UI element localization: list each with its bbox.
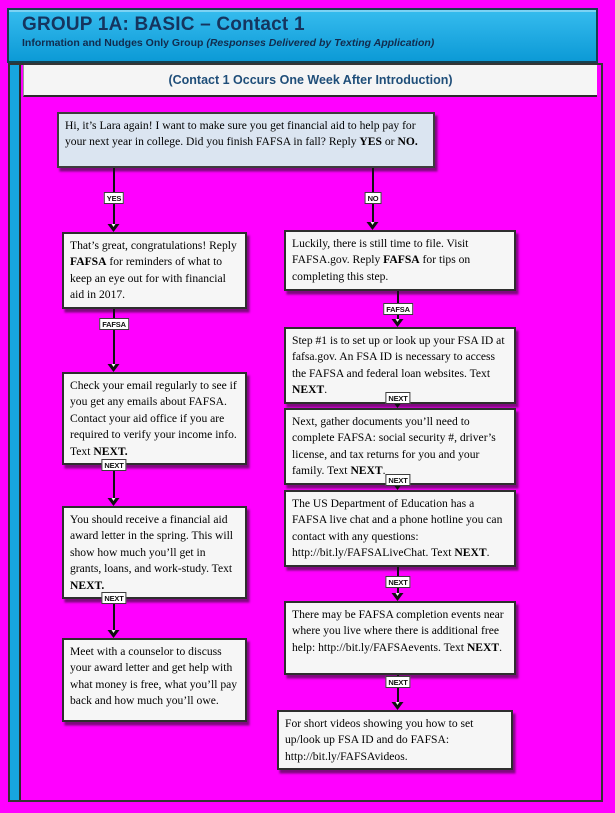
- header-subtitle-italic: (Responses Delivered by Texting Application): [206, 37, 435, 49]
- arrow-label-next-right-1: NEXT: [385, 392, 410, 404]
- contact-timing-banner: [23, 65, 597, 97]
- flow-box-intro: Hi, it’s Lara again! I want to make sure you get financial aid to help pay for your next year in college. Did you finish FAFSA in fall? Reply YES or NO.: [57, 112, 435, 168]
- arrow-head-icon: [367, 222, 380, 230]
- arrow-head-icon: [108, 364, 121, 372]
- flow-box-videos: For short videos showing you how to set up/look up FSA ID and do FAFSA: http://bit.ly/FAFSAvideos.: [277, 710, 513, 770]
- arrow-head-icon: [392, 702, 405, 710]
- arrow-label-next-right-2: NEXT: [385, 474, 410, 486]
- arrow-head-icon: [392, 593, 405, 601]
- arrow-shaft: [113, 300, 116, 365]
- flow-box-check-email: Check your email regularly to see if you get any emails about FAFSA. Contact your aid office if you are required to verify your income info. Text NEXT.: [62, 372, 247, 465]
- contact-timing-text: (Contact 1 Occurs One Week After Introduction): [168, 73, 453, 87]
- arrow-label-fafsa-right: FAFSA: [383, 303, 413, 315]
- arrow-label-yes: YES: [104, 192, 124, 204]
- arrow-label-next-left-1: NEXT: [101, 459, 126, 471]
- header-subtitle-plain: Information and Nudges Only Group: [22, 37, 207, 49]
- arrow-head-icon: [108, 630, 121, 638]
- flow-box-congrats: That’s great, congratulations! Reply FAFSA for reminders of what to keep an eye out for with financial aid in 2017.: [62, 232, 247, 309]
- left-accent-strip: [10, 65, 21, 800]
- flow-box-gather-documents: Next, gather documents you’ll need to complete FAFSA: social security #, driver’s license, and tax returns for you and your family. Text NEXT.: [284, 408, 516, 485]
- flow-box-live-chat: The US Department of Education has a FAFSA live chat and a phone hotline you can contact with any questions: http://bit.ly/FAFSALiveChat. Text NEXT.: [284, 490, 516, 567]
- arrow-head-icon: [108, 224, 121, 232]
- arrow-label-next-right-3: NEXT: [385, 576, 410, 588]
- arrow-label-next-left-2: NEXT: [101, 592, 126, 604]
- header-bar: [7, 8, 598, 63]
- arrow-head-icon: [108, 498, 121, 506]
- flow-box-still-time: Luckily, there is still time to file. Visit FAFSA.gov. Reply FAFSA for tips on completing this step.: [284, 230, 516, 291]
- header-subtitle: [22, 37, 596, 49]
- page-title: GROUP 1A: BASIC – Contact 1: [22, 14, 305, 35]
- arrow-label-next-right-4: NEXT: [385, 676, 410, 688]
- arrow-fafsa-left: [107, 300, 121, 372]
- arrow-label-fafsa-left: FAFSA: [99, 318, 129, 330]
- flow-box-fsa-id: Step #1 is to set up or look up your FSA ID at fafsa.gov. An FSA ID is necessary to access the FAFSA and federal loan websites. Text NEXT.: [284, 327, 516, 404]
- flow-box-completion-events: There may be FAFSA completion events near where you live where there is additional free help: http://bit.ly/FAFSAevents. Text NEXT.: [284, 601, 516, 675]
- arrow-label-no: NO: [365, 192, 382, 204]
- flow-box-award-letter: You should receive a financial aid award letter in the spring. This will show how much you’ll get in grants, loans, and work-study. Text NEXT.: [62, 506, 247, 599]
- arrow-head-icon: [392, 319, 405, 327]
- flow-box-counselor: Meet with a counselor to discuss your award letter and get help with what money is free, what you’ll pay back and how much you’ll owe.: [62, 638, 247, 722]
